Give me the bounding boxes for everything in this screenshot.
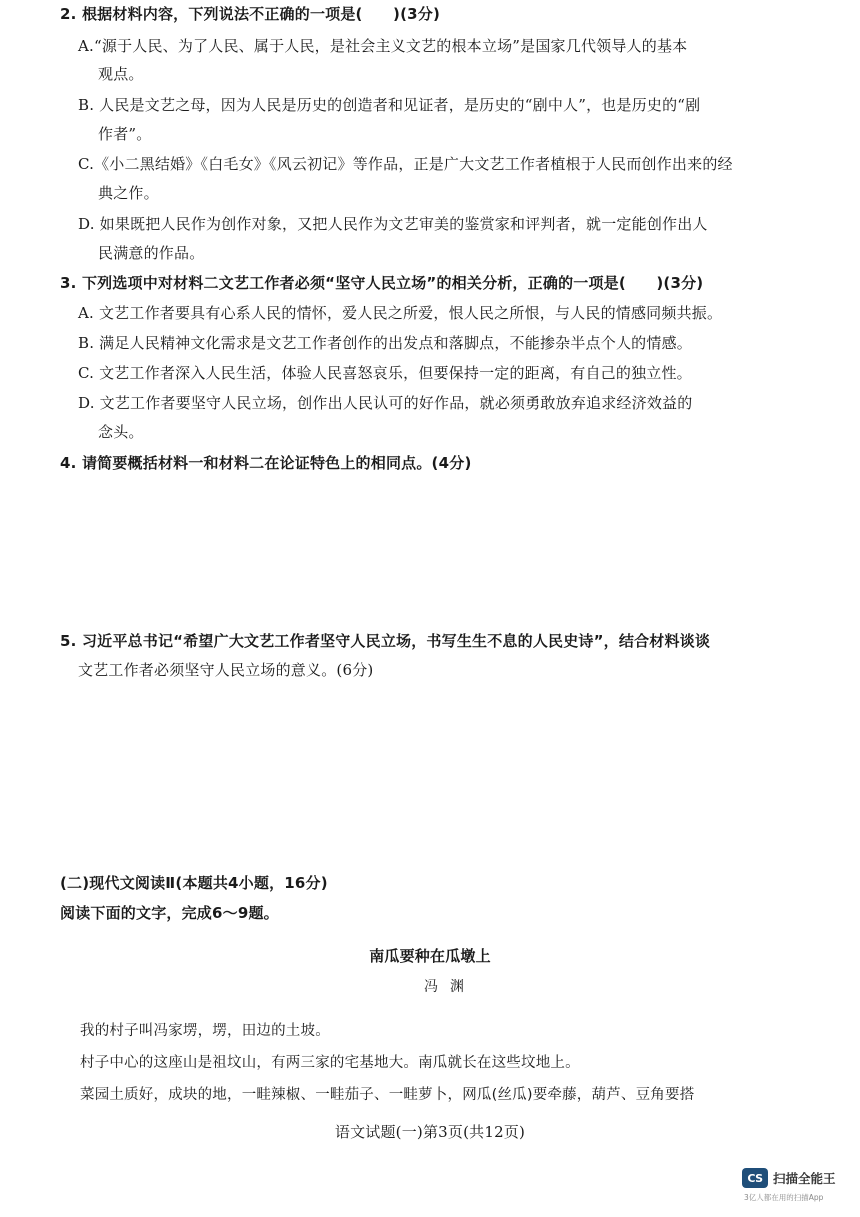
page-footer: 语文试题(一)第3页(共12页) xyxy=(334,1123,526,1141)
question-2-option-a: A.“源于人民、为了人民、属于人民，是社会主义文艺的根本立场”是国家几代领导人的基本 xyxy=(78,37,688,55)
section-heading: (二)现代文阅读Ⅱ(本题共4小题，16分) xyxy=(60,874,328,892)
watermark-tagline: 3亿人都在用的扫描App xyxy=(744,1193,824,1202)
question-2-option-d-cont: 民满意的作品。 xyxy=(98,244,205,262)
camscanner-logo-icon: CS xyxy=(742,1168,768,1188)
question-5-stem: 5. 习近平总书记“希望广大文艺工作者坚守人民立场，书写生生不息的人民史诗”，结合材料谈谈 xyxy=(60,632,711,650)
question-2-option-c: C.《小二黑结婚》《白毛女》《风云初记》等作品，正是广大文艺工作者植根于人民而创作出来的经 xyxy=(78,155,733,173)
article-paragraph-1: 我的村子叫冯家塄，塄，田边的土坡。 xyxy=(80,1023,330,1039)
question-3-option-c: C. 文艺工作者深入人民生活，体验人民喜怒哀乐，但要保持一定的距离，有自己的独立性。 xyxy=(78,364,692,382)
article-paragraph-2: 村子中心的这座山是祖坟山，有两三家的宅基地大。南瓜就长在这些坟地上。 xyxy=(80,1055,580,1071)
article-paragraph-3: 菜园土质好，成块的地，一畦辣椒、一畦茄子、一畦萝卜，网瓜(丝瓜)要牵藤，葫芦、豆角要搭 xyxy=(80,1087,695,1103)
question-3-stem: 3. 下列选项中对材料二文艺工作者必须“坚守人民立场”的相关分析，正确的一项是( )(3分) xyxy=(60,274,704,292)
watermark-name: 扫描全能王 xyxy=(773,1171,836,1186)
article-title: 南瓜要种在瓜墩上 xyxy=(369,947,491,965)
question-2-option-c-cont: 典之作。 xyxy=(98,184,159,202)
question-2-option-a-cont: 观点。 xyxy=(98,65,144,83)
article-author: 冯渊 xyxy=(424,979,476,995)
scanner-watermark xyxy=(742,1168,836,1188)
question-4-stem: 4. 请简要概括材料一和材料二在论证特色上的相同点。(4分) xyxy=(60,454,472,472)
question-2-option-b: B. 人民是文艺之母，因为人民是历史的创造者和见证者，是历史的“剧中人”，也是历史的“剧 xyxy=(78,96,701,114)
question-5-stem-cont: 文艺工作者必须坚守人民立场的意义。(6分) xyxy=(78,661,374,679)
question-3-option-d-cont: 念头。 xyxy=(98,423,144,441)
question-3-option-b: B. 满足人民精神文化需求是文艺工作者创作的出发点和落脚点，不能掺杂半点个人的情感。 xyxy=(78,334,692,352)
question-3-option-d: D. 文艺工作者要坚守人民立场，创作出人民认可的好作品，就必须勇敢放弃追求经济效益的 xyxy=(78,394,693,412)
section-instruction: 阅读下面的文字，完成6～9题。 xyxy=(60,904,279,922)
question-3-option-a: A. 文艺工作者要具有心系人民的情怀，爱人民之所爱，恨人民之所恨，与人民的情感同频共振。 xyxy=(78,304,723,322)
question-2-option-d: D. 如果既把人民作为创作对象，又把人民作为文艺审美的鉴赏家和评判者，就一定能创作出人 xyxy=(78,215,708,233)
question-2-stem: 2. 根据材料内容，下列说法不正确的一项是( )(3分) xyxy=(60,5,441,23)
question-2-option-b-cont: 作者”。 xyxy=(98,125,152,143)
